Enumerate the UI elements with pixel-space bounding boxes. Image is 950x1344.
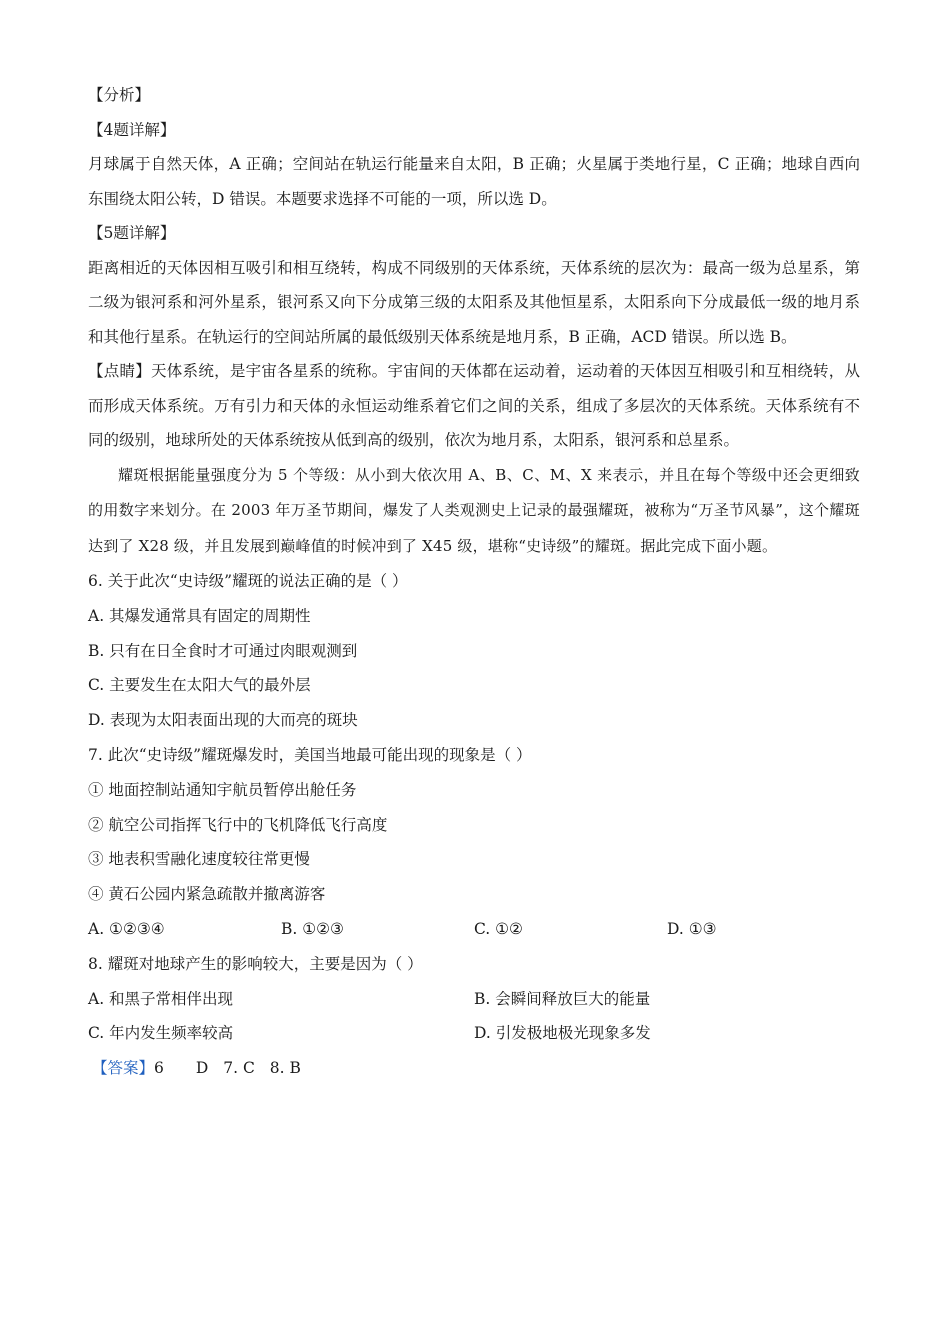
answer-label: 【答案】 [92,1059,155,1078]
reading-passage: 耀斑根据能量强度分为 5 个等级：从小到大依次用 A、B、C、M、X 来表示，并且在每个等级中还会更细致的用数字来划分。在 2003 年万圣节期间，爆发了人类观测史上记录的最强耀斑，被称为“万圣节风暴”，这个耀斑达到了 X28 级，并且发展到巅峰值的时候冲到了 X45 级，堪称“史诗级”的耀斑。据此完成下面小题。 [88,465,860,555]
q8-options-row-1 [88,982,860,1017]
q7-options-row [88,912,860,947]
answer-q6-number: 6 [154,1059,164,1078]
q7-option-d: D. ①③ [667,919,717,938]
document-content [88,78,860,1086]
analysis-header: 【分析】 [88,86,151,104]
q8-option-b: B. 会瞬间释放巨大的能量 [474,989,651,1008]
q8-option-a: A. 和黑子常相伴出现 [88,989,234,1008]
answer-q8: 8. B [269,1059,301,1078]
q4-detail-header: 【4题详解】 [88,120,176,139]
q6-option-b: B. 只有在日全食时才可通过肉眼观测到 [88,641,358,660]
q6-stem: 6. 关于此次“史诗级”耀斑的说法正确的是（ ） [88,572,408,590]
q8-option-c: C. 年内发生频率较高 [88,1024,234,1043]
q7-stem: 7. 此次“史诗级”耀斑爆发时，美国当地最可能出现的现象是（ ） [88,745,532,764]
q7-statement-3: ③ 地表积雪融化速度较往常更慢 [88,850,310,869]
q7-option-b: B. ①②③ [281,919,344,938]
q7-statement-4: ④ 黄石公园内紧急疏散并撤离游客 [88,885,326,904]
tip-text: 【点睛】天体系统，是宇宙各星系的统称。宇宙间的天体都在运动着，运动着的天体因互相吸引和互相绕转，从而形成天体系统。万有引力和天体的永恒运动维系着它们之间的关系，组成了多层次的天体系统。天体系统有不同的级别，地球所处的天体系统按从低到高的级别，依次为地月系，太阳系，银河系和总星系。 [88,362,860,449]
q8-options-row-2 [88,1016,860,1051]
q8-option-d: D. 引发极地极光现象多发 [474,1024,651,1043]
q7-statement-1: ① 地面控制站通知宇航员暂停出舱任务 [88,780,357,799]
answer-q7: 7. C [223,1059,255,1078]
q4-detail-text: 月球属于自然天体，A 正确；空间站在轨运行能量来自太阳，B 正确；火星属于类地行星，C 正确；地球自西向东围绕太阳公转，D 错误。本题要求选择不可能的一项，所以选 D。 [88,155,860,208]
q7-option-c: C. ①② [474,919,523,938]
answer-line [88,1051,860,1086]
q8-stem: 8. 耀斑对地球产生的影响较大，主要是因为（ ） [88,954,423,973]
answer-q6-value: D [195,1059,209,1078]
q7-option-a: A. ①②③④ [88,919,165,938]
q5-detail-text: 距离相近的天体因相互吸引和相互绕转，构成不同级别的天体系统，天体系统的层次为：最高一级为总星系，第二级为银河系和河外星系，银河系又向下分成第三级的太阳系及其他恒星系，太阳系向下分成最低一级的地月系和其他行星系。在轨运行的空间站所属的最低级别天体系统是地月系，B 正确，ACD 错误。所以选 B。 [88,258,860,346]
q6-option-c: C. 主要发生在太阳大气的最外层 [88,676,311,695]
q6-option-d: D. 表现为太阳表面出现的大而亮的斑块 [88,711,358,730]
q7-statement-2: ② 航空公司指挥飞行中的飞机降低飞行高度 [88,815,388,834]
q5-detail-header: 【5题详解】 [88,224,176,242]
q6-option-a: A. 其爆发通常具有固定的周期性 [88,606,311,625]
